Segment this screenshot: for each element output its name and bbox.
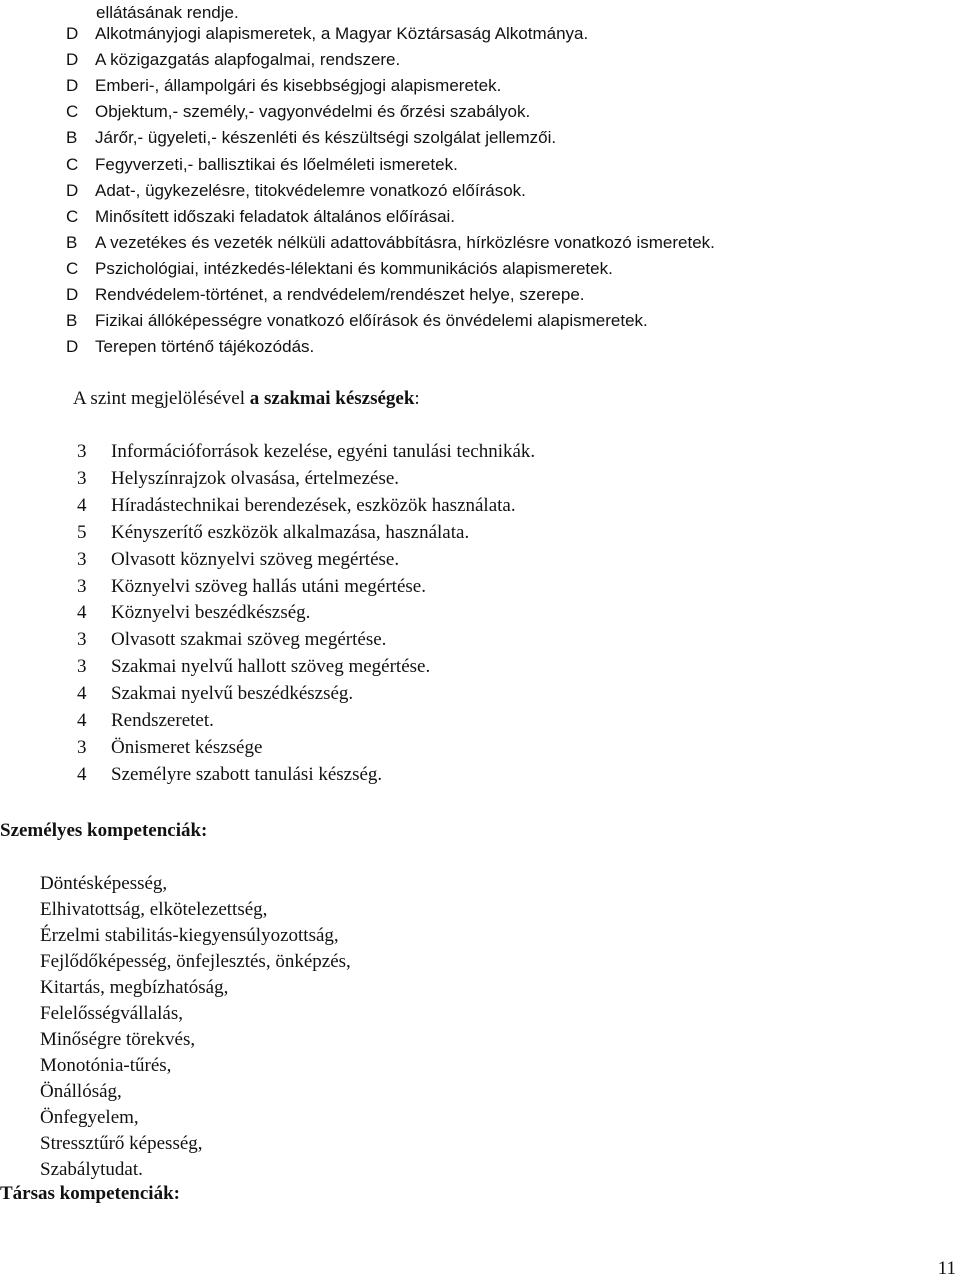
knowledge-text: Adat-, ügykezelésre, titokvédelemre vonatkozó előírások. <box>95 180 526 200</box>
knowledge-level: B <box>66 128 78 148</box>
skill-text: Személyre szabott tanulási készség. <box>111 763 383 785</box>
knowledge-text: Terepen történő tájékozódás. <box>95 337 315 357</box>
skill-text: Kényszerítő eszközök alkalmazása, használata. <box>111 521 470 543</box>
skill-text: Köznyelvi szöveg hallás utáni megértése. <box>111 575 426 597</box>
knowledge-level: D <box>66 24 79 43</box>
skills-intro <box>73 386 420 412</box>
knowledge-level: C <box>66 154 79 174</box>
knowledge-item <box>66 21 588 47</box>
knowledge-item <box>66 204 455 230</box>
skills-intro-suffix: : <box>414 388 420 409</box>
knowledge-item <box>66 47 400 73</box>
personal-competency-item: Kitartás, megbízhatóság, <box>40 977 229 998</box>
skill-text: Szakmai nyelvű hallott szöveg megértése. <box>111 656 431 678</box>
personal-competency-item: Szabálytudat. <box>40 1159 143 1180</box>
skill-text: Híradástechnikai berendezések, eszközök használata. <box>111 494 516 516</box>
skill-item <box>77 493 516 519</box>
knowledge-text: Pszichológiai, intézkedés-lélektani és kommunikációs alapismeretek. <box>95 258 613 278</box>
personal-competency-item: Döntésképesség, <box>40 873 168 894</box>
skill-item <box>77 627 386 653</box>
skill-item <box>77 681 353 707</box>
personal-competency-item: Önfegyelem, <box>40 1107 139 1128</box>
knowledge-item <box>66 152 458 178</box>
knowledge-text: A közigazgatás alapfogalmai, rendszere. <box>95 50 401 70</box>
knowledge-text: Objektum,- személy,- vagyonvédelmi és őrzési szabályok. <box>95 102 531 122</box>
skill-text: Szakmai nyelvű beszédkészség. <box>111 683 354 705</box>
knowledge-text: Rendvédelem-történet, a rendvédelem/rendészet helye, szerepe. <box>95 285 585 304</box>
personal-competency-item: Felelősségvállalás, <box>40 1003 183 1024</box>
skill-item <box>77 439 535 465</box>
skill-level: 3 <box>77 467 87 489</box>
knowledge-item <box>66 308 648 334</box>
personal-competency-item: Fejlődőképesség, önfejlesztés, önképzés, <box>40 951 351 972</box>
knowledge-level: D <box>66 180 79 200</box>
skill-item <box>77 547 399 573</box>
knowledge-item <box>66 99 530 125</box>
skill-level: 3 <box>77 575 87 597</box>
personal-competency-item: Elhivatottság, elkötelezettség, <box>40 899 268 920</box>
knowledge-level: D <box>66 337 79 357</box>
knowledge-level: C <box>66 206 79 226</box>
skill-level: 4 <box>77 602 87 624</box>
personal-competency-item: Érzelmi stabilitás-kiegyensúlyozottság, <box>40 925 339 946</box>
skill-text: Helyszínrajzok olvasása, értelmezése. <box>111 467 400 489</box>
skill-level: 4 <box>77 710 87 731</box>
knowledge-item <box>66 282 585 308</box>
knowledge-level: D <box>66 76 79 96</box>
skill-text: Olvasott szakmai szöveg megértése. <box>111 629 387 651</box>
page-number: 11 <box>937 1258 956 1279</box>
knowledge-item <box>66 125 556 151</box>
skill-item <box>77 708 214 734</box>
skill-level: 4 <box>77 683 87 705</box>
knowledge-item <box>66 73 501 99</box>
personal-competency-item: Önállóság, <box>40 1081 122 1102</box>
knowledge-level: D <box>66 50 79 70</box>
knowledge-text: A vezetékes és vezeték nélküli adattovábbításra, hírközlésre vonatkozó ismeretek. <box>95 232 715 252</box>
knowledge-item <box>66 178 526 204</box>
skill-item <box>77 762 382 788</box>
skill-text: Köznyelvi beszédkészség. <box>111 602 311 624</box>
skill-level: 5 <box>77 521 87 543</box>
knowledge-text: Minősített időszaki feladatok általános előírásai. <box>95 206 456 226</box>
knowledge-level: D <box>66 285 79 304</box>
knowledge-item <box>66 334 314 360</box>
personal-competencies-heading: Személyes kompetenciák: <box>0 820 208 841</box>
skill-text: Információforrások kezelése, egyéni tanulási technikák. <box>111 441 536 462</box>
skill-level: 3 <box>77 441 87 462</box>
knowledge-text: Alkotmányjogi alapismeretek, a Magyar Köztársaság Alkotmánya. <box>95 24 589 43</box>
personal-competency-item: Monotónia-tűrés, <box>40 1055 172 1076</box>
skill-level: 4 <box>77 494 87 516</box>
skill-level: 3 <box>77 548 87 570</box>
skill-item <box>77 466 399 492</box>
skill-item <box>77 574 426 600</box>
social-competencies-heading: Társas kompetenciák: <box>0 1183 180 1204</box>
skill-item <box>77 600 310 626</box>
personal-competency-item: Stressztűrő képesség, <box>40 1133 203 1154</box>
knowledge-text: Fizikai állóképességre vonatkozó előírások és önvédelemi alapismeretek. <box>95 311 648 331</box>
skill-text: Olvasott köznyelvi szöveg megértése. <box>111 548 400 570</box>
skill-item <box>77 654 430 680</box>
skills-intro-prefix: A szint megjelölésével <box>73 388 250 409</box>
knowledge-item <box>66 230 715 256</box>
skill-level: 3 <box>77 656 87 678</box>
knowledge-level: B <box>66 232 78 252</box>
skill-text: Önismeret készsége <box>111 736 263 758</box>
knowledge-text: Emberi-, állampolgári és kisebbségjogi alapismeretek. <box>95 76 502 96</box>
skill-level: 3 <box>77 629 87 651</box>
knowledge-level: C <box>66 102 79 122</box>
knowledge-item <box>66 256 613 282</box>
skill-level: 4 <box>77 763 87 785</box>
skill-item <box>77 735 262 761</box>
knowledge-level: C <box>66 258 79 278</box>
knowledge-continuation: ellátásának rendje. <box>96 3 239 22</box>
skills-intro-bold: a szakmai készségek <box>249 388 415 409</box>
knowledge-text: Fegyverzeti,- ballisztikai és lőelméleti ismeretek. <box>95 154 458 174</box>
knowledge-text: Járőr,- ügyeleti,- készenléti és készültségi szolgálat jellemzői. <box>95 128 557 148</box>
skill-level: 3 <box>77 736 87 758</box>
skill-text: Rendszeretet. <box>111 710 214 731</box>
knowledge-level: B <box>66 311 78 331</box>
skill-item <box>77 520 469 546</box>
personal-competency-item: Minőségre törekvés, <box>40 1029 196 1050</box>
